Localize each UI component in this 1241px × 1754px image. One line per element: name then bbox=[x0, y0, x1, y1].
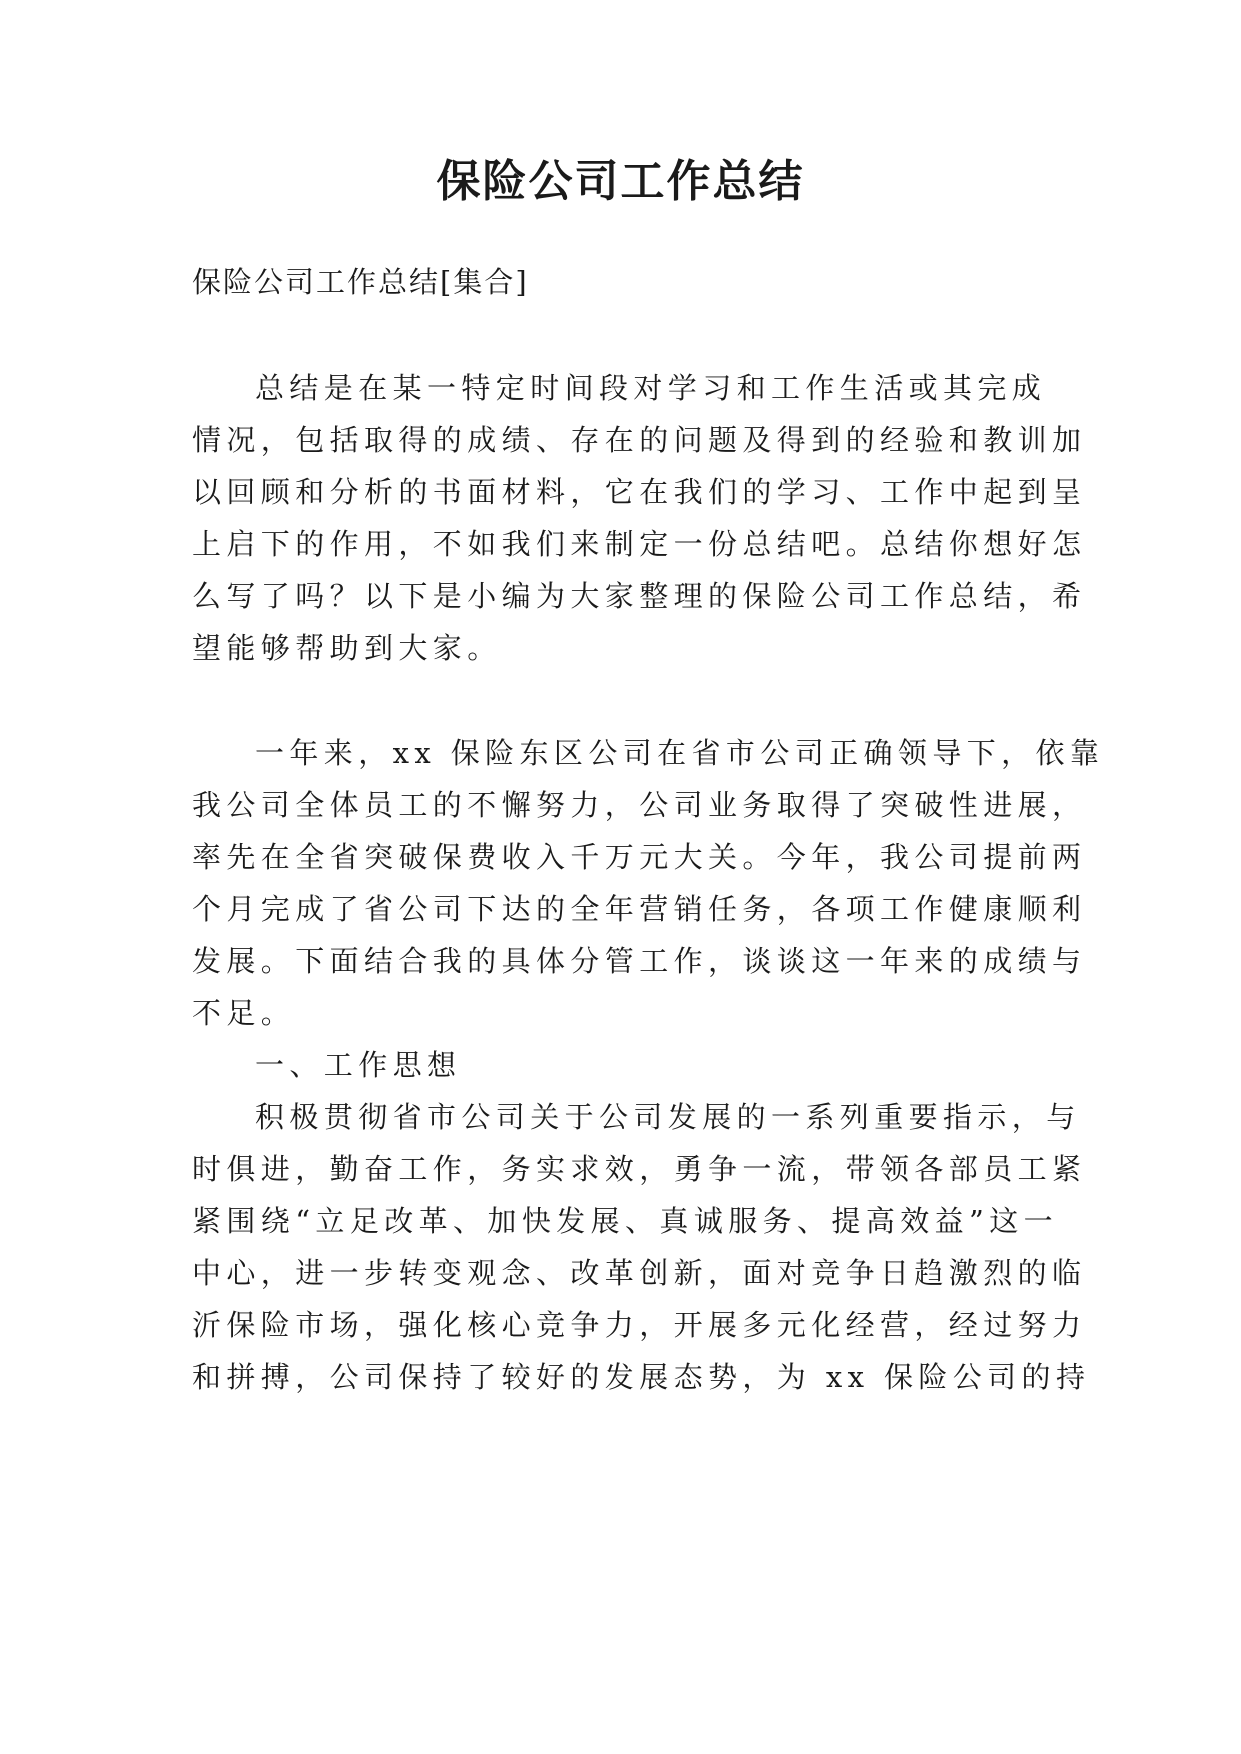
text-line: 上启下的作用，不如我们来制定一份总结吧。总结你想好怎 bbox=[192, 527, 1087, 561]
text-line: 率先在全省突破保费收入千万元大关。今年，我公司提前两 bbox=[192, 840, 1087, 874]
text-line: 我公司全体员工的不懈努力，公司业务取得了突破性进展， bbox=[192, 788, 1087, 822]
text-line: 发展。下面结合我的具体分管工作，谈谈这一年来的成绩与 bbox=[192, 944, 1087, 978]
text-line: 中心，进一步转变观念、改革创新，面对竞争日趋激烈的临 bbox=[192, 1256, 1087, 1290]
text-line: 一年来，xx 保险东区公司在省市公司正确领导下，依靠 bbox=[255, 736, 1105, 770]
document-subtitle: 保险公司工作总结[集合] bbox=[192, 265, 529, 299]
text-line: 以回顾和分析的书面材料，它在我们的学习、工作中起到呈 bbox=[192, 475, 1087, 509]
text-line: 和拼搏，公司保持了较好的发展态势，为 xx 保险公司的持 bbox=[192, 1360, 1091, 1394]
text-line: 时俱进，勤奋工作，务实求效，勇争一流，带领各部员工紧 bbox=[192, 1152, 1087, 1186]
text-line: 积极贯彻省市公司关于公司发展的一系列重要指示，与 bbox=[255, 1100, 1081, 1134]
text-line: 个月完成了省公司下达的全年营销任务，各项工作健康顺利 bbox=[192, 892, 1087, 926]
text-line: 总结是在某一特定时间段对学习和工作生活或其完成 bbox=[255, 371, 1047, 405]
text-line: 么写了吗？以下是小编为大家整理的保险公司工作总结，希 bbox=[192, 579, 1087, 613]
text-line: 紧围绕“立足改革、加快发展、真诚服务、提高效益”这一 bbox=[192, 1204, 1059, 1238]
text-line: 望能够帮助到大家。 bbox=[192, 631, 502, 665]
page-title: 保险公司工作总结 bbox=[436, 156, 805, 207]
section-heading: 一、工作思想 bbox=[255, 1048, 462, 1082]
text-line: 沂保险市场，强化核心竞争力，开展多元化经营，经过努力 bbox=[192, 1308, 1087, 1342]
text-line: 情况，包括取得的成绩、存在的问题及得到的经验和教训加 bbox=[192, 423, 1087, 457]
text-line: 不足。 bbox=[192, 996, 296, 1030]
